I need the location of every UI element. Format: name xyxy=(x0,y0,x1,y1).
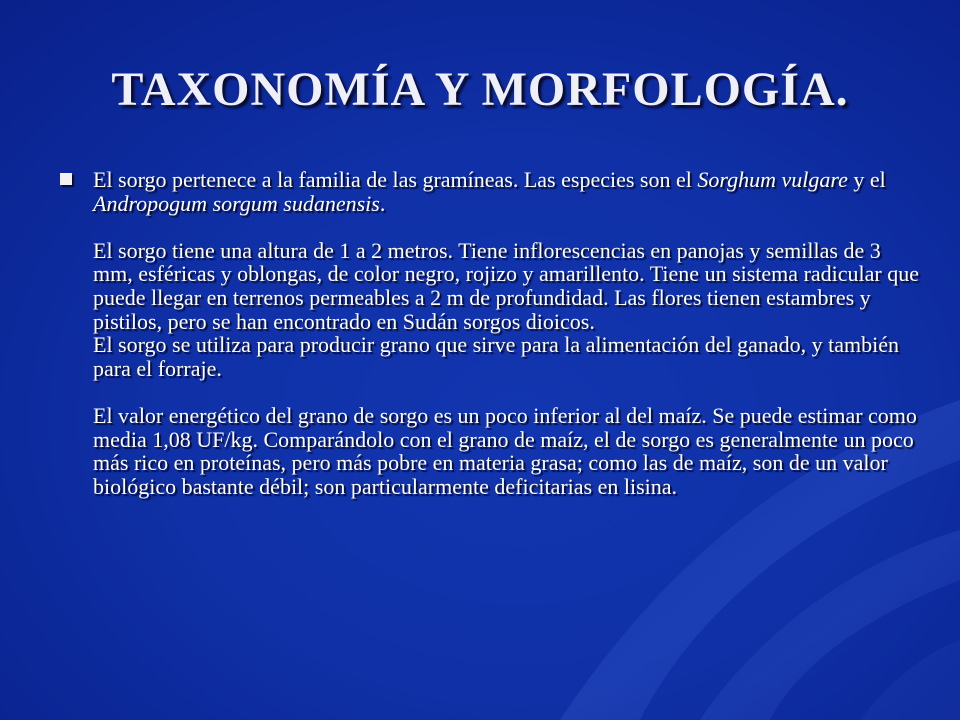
square-bullet-icon xyxy=(60,173,72,185)
bullet-item xyxy=(60,168,920,498)
paragraph-uses: El sorgo se utiliza para producir grano que sirve para la alimentación del ganado, y también para el forraje. xyxy=(93,332,899,381)
slide-content xyxy=(60,168,920,498)
paragraph-energy-value: El valor energético del grano de sorgo es un poco inferior al del maíz. Se puede estimar como media 1,08 UF/kg. Comparándolo con el grano de maíz, el de sorgo es generalmente un poco más rico en proteínas, pero más pobre en materia grasa; como las de maíz, son de un valor biológico bastante débil; son particularmente deficitarias en lisina. xyxy=(93,402,917,499)
species-sorghum-vulgare: Sorghum vulgare xyxy=(697,167,848,192)
paragraph-gap xyxy=(93,380,920,404)
taxonomy-text-a: El sorgo pertenece a la familia de las gramíneas. Las especies son el xyxy=(93,167,698,192)
species-andropogum: Andropogum sorgum sudanensis xyxy=(93,190,380,216)
taxonomy-text-b: y el xyxy=(847,167,886,192)
bullet-text xyxy=(93,168,920,498)
paragraph-taxonomy xyxy=(93,168,920,215)
taxonomy-text-c: . xyxy=(379,190,386,216)
paragraph-gap xyxy=(93,215,920,239)
paragraph-morphology: El sorgo tiene una altura de 1 a 2 metros. Tiene inflorescencias en panojas y semillas de 3 mm, esféricas y oblongas, de color negro, rojizo y amarillento. Tiene un sistema radicular que puede llegar en terrenos permeables a 2 m de profundidad. Las flores tienen estambres y pistilos, pero se han encontrado en Sudán sorgos dioicos. xyxy=(93,237,919,334)
slide-title: TAXONOMÍA Y MORFOLOGÍA. xyxy=(111,63,849,116)
